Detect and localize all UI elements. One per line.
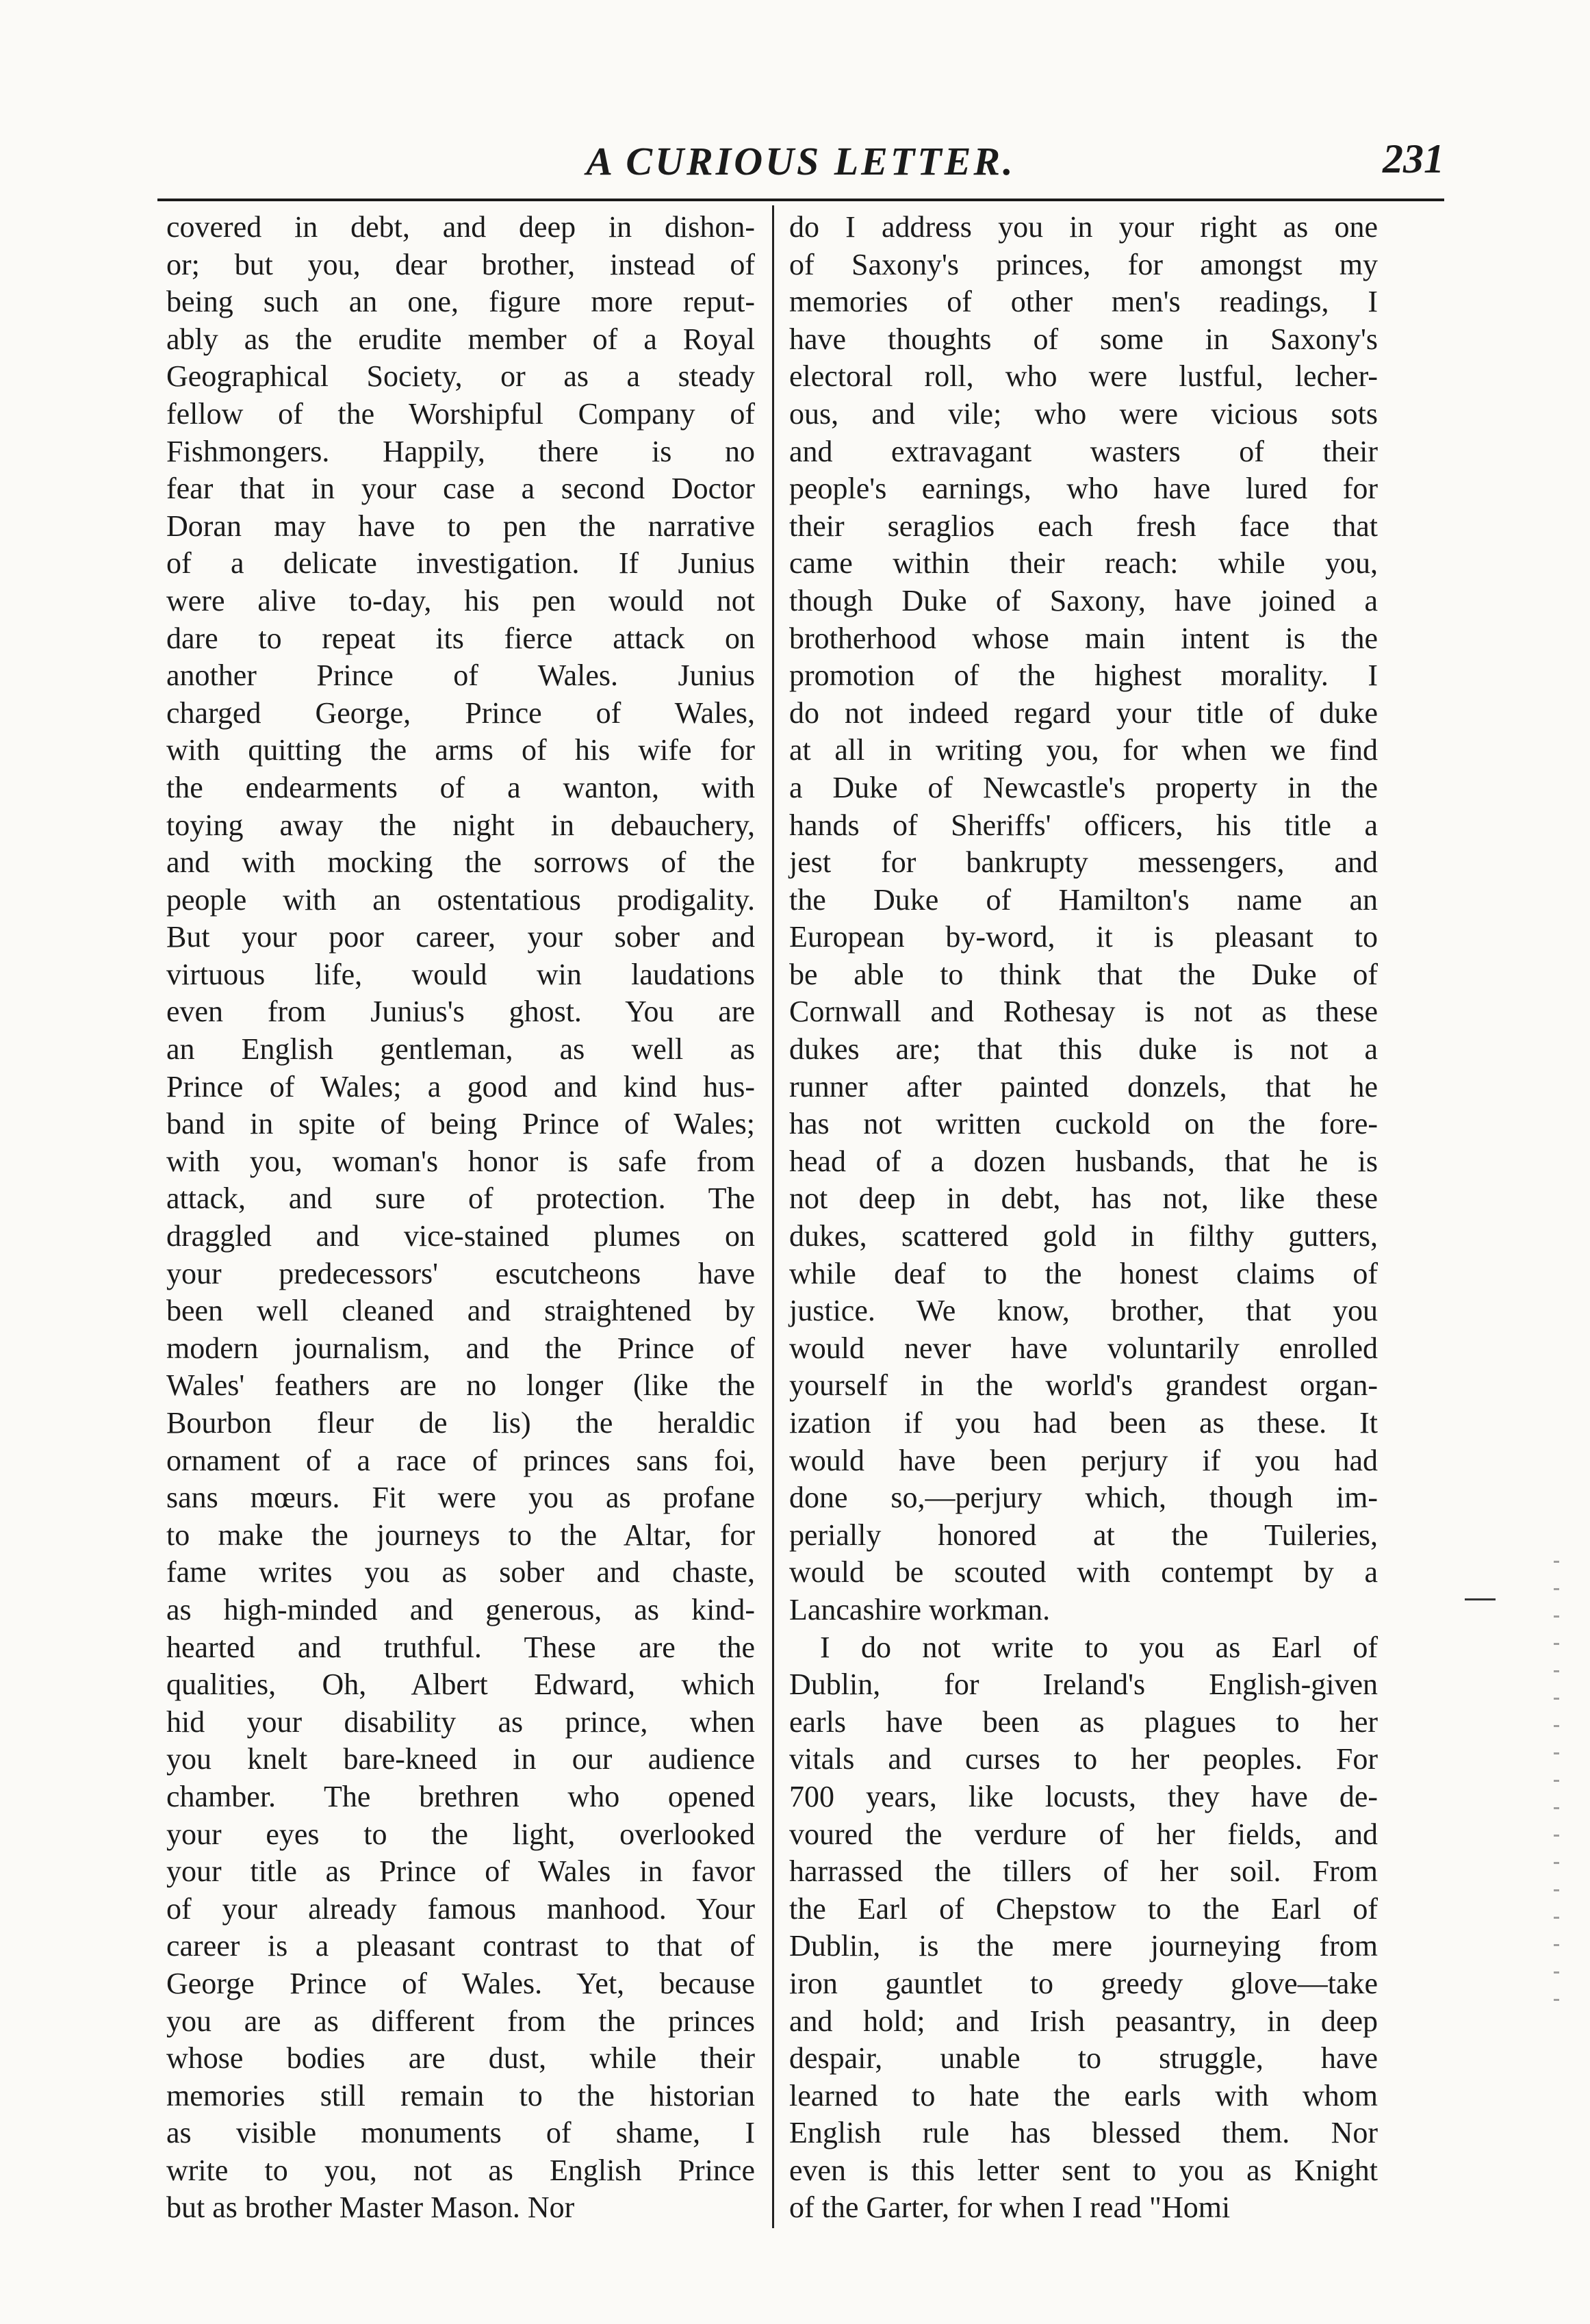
- text-line: been well cleaned and straightened by: [166, 1294, 755, 1328]
- text-line: electoral roll, who were lustful, lecher-: [789, 359, 1378, 394]
- text-line: do I address you in your right as one: [789, 210, 1378, 244]
- text-line: your predecessors' escutcheons have: [166, 1256, 755, 1290]
- text-line: modern journalism, and the Prince of: [166, 1331, 755, 1365]
- text-line: George Prince of Wales. Yet, because: [166, 1966, 755, 2000]
- text-line: your title as Prince of Wales in favor: [166, 1854, 755, 1889]
- text-line: and hold; and Irish peasantry, in deep: [789, 2004, 1378, 2038]
- text-line: promotion of the highest morality. I: [789, 659, 1378, 693]
- text-line: charged George, Prince of Wales,: [166, 695, 755, 730]
- text-line: people's earnings, who have lured for: [789, 472, 1378, 506]
- text-line: with you, woman's honor is safe from: [166, 1144, 755, 1178]
- text-line: earls have been as plagues to her: [789, 1704, 1378, 1739]
- text-line: fame writes you as sober and chaste,: [166, 1555, 755, 1589]
- text-line: learned to hate the earls with whom: [789, 2078, 1378, 2112]
- text-line: of Saxony's princes, for amongst my: [789, 247, 1378, 281]
- text-line: fellow of the Worshipful Company of: [166, 396, 755, 431]
- text-line: but as brother Master Mason. Nor: [166, 2191, 575, 2225]
- text-line: Geographical Society, or as a steady: [166, 359, 755, 394]
- text-line: harrassed the tillers of her soil. From: [789, 1854, 1378, 1889]
- text-line: Doran may have to pen the narrative: [166, 509, 755, 543]
- text-line: Fishmongers. Happily, there is no: [166, 434, 755, 468]
- header-rule: [157, 199, 1444, 201]
- text-line: despair, unable to struggle, have: [789, 2041, 1378, 2076]
- text-line: even is this letter sent to you as Knight: [789, 2153, 1378, 2187]
- text-line: the Duke of Hamilton's name an: [789, 882, 1378, 917]
- text-line: Cornwall and Rothesay is not as these: [789, 995, 1378, 1029]
- text-line: yourself in the world's grandest organ-: [789, 1368, 1378, 1403]
- text-line: would never have voluntarily enrolled: [789, 1331, 1378, 1365]
- column-divider: [772, 205, 774, 2228]
- text-line: hands of Sheriffs' officers, his title a: [789, 808, 1378, 842]
- text-line: perially honored at the Tuileries,: [789, 1518, 1378, 1552]
- text-line: European by-word, it is pleasant to: [789, 920, 1378, 954]
- text-line: ornament of a race of princes sans foi,: [166, 1443, 755, 1477]
- text-line: Dublin, is the mere journeying from: [789, 1929, 1378, 1963]
- text-line: you knelt bare-kneed in our audience: [166, 1742, 755, 1776]
- text-line: has not written cuckold on the fore-: [789, 1107, 1378, 1141]
- text-line: the Earl of Chepstow to the Earl of: [789, 1891, 1378, 1926]
- margin-specks: [1554, 1561, 1559, 2006]
- text-line: the endearments of a wanton, with: [166, 770, 755, 804]
- text-line: voured the verdure of her fields, and: [789, 1817, 1378, 1851]
- text-line: done so,—perjury which, though im-: [789, 1481, 1378, 1515]
- text-line: I do not write to you as Earl of: [820, 1630, 1378, 1664]
- text-line: jest for bankrupty messengers, and: [789, 845, 1378, 880]
- text-line: were alive to-day, his pen would not: [166, 583, 755, 617]
- text-line: dare to repeat its fierce attack on: [166, 621, 755, 655]
- text-line: iron gauntlet to greedy glove—take: [789, 1966, 1378, 2000]
- text-line: whose bodies are dust, while their: [166, 2041, 755, 2076]
- text-line: being such an one, figure more reput-: [166, 285, 755, 319]
- text-line: as visible monuments of shame, I: [166, 2116, 755, 2150]
- text-line: even from Junius's ghost. You are: [166, 995, 755, 1029]
- text-line: write to you, not as English Prince: [166, 2153, 755, 2187]
- text-line: career is a pleasant contrast to that of: [166, 1929, 755, 1963]
- text-line: have thoughts of some in Saxony's: [789, 322, 1378, 356]
- text-line: runner after painted donzels, that he: [789, 1069, 1378, 1103]
- text-line: an English gentleman, as well as: [166, 1032, 755, 1067]
- right-text-column: [789, 209, 1378, 2228]
- text-line: memories still remain to the historian: [166, 2078, 755, 2112]
- text-line: head of a dozen husbands, that he is: [789, 1144, 1378, 1178]
- text-line: fear that in your case a second Doctor: [166, 472, 755, 506]
- text-line: would have been perjury if you had: [789, 1443, 1378, 1477]
- running-title: A CURIOUS LETTER.: [586, 139, 1016, 183]
- text-line: Prince of Wales; a good and kind hus-: [166, 1069, 755, 1103]
- text-line: English rule has blessed them. Nor: [789, 2116, 1378, 2150]
- text-line: ous, and vile; who were vicious sots: [789, 396, 1378, 431]
- text-line: band in spite of being Prince of Wales;: [166, 1107, 755, 1141]
- text-line: brotherhood whose main intent is the: [789, 621, 1378, 655]
- text-line: though Duke of Saxony, have joined a: [789, 583, 1378, 617]
- text-line: would be scouted with contempt by a: [789, 1555, 1378, 1589]
- text-line: draggled and vice-stained plumes on: [166, 1219, 755, 1253]
- text-line: Wales' feathers are no longer (like the: [166, 1368, 755, 1403]
- text-line: as high-minded and generous, as kind-: [166, 1592, 755, 1626]
- text-line: toying away the night in debauchery,: [166, 808, 755, 842]
- text-line: sans mœurs. Fit were you as profane: [166, 1481, 755, 1515]
- text-line: their seraglios each fresh face that: [789, 509, 1378, 543]
- text-line: But your poor career, your sober and: [166, 920, 755, 954]
- text-line: ization if you had been as these. It: [789, 1406, 1378, 1440]
- text-line: 700 years, like locusts, they have de-: [789, 1779, 1378, 1813]
- text-line: you are as different from the princes: [166, 2004, 755, 2038]
- text-line: ably as the erudite member of a Royal: [166, 322, 755, 356]
- page-header: [157, 130, 1444, 192]
- text-line: to make the journeys to the Altar, for: [166, 1518, 755, 1552]
- text-line: or; but you, dear brother, instead of: [166, 247, 755, 281]
- text-line: another Prince of Wales. Junius: [166, 659, 755, 693]
- page-number: 231: [1383, 136, 1444, 181]
- text-line: dukes are; that this duke is not a: [789, 1032, 1378, 1067]
- text-line: of the Garter, for when I read "Homi: [789, 2191, 1231, 2225]
- text-line: vitals and curses to her peoples. For: [789, 1742, 1378, 1776]
- text-line: chamber. The brethren who opened: [166, 1779, 755, 1813]
- text-line: not deep in debt, has not, like these: [789, 1182, 1378, 1216]
- text-line: memories of other men's readings, I: [789, 285, 1378, 319]
- text-line: justice. We know, brother, that you: [789, 1294, 1378, 1328]
- text-line: and with mocking the sorrows of the: [166, 845, 755, 880]
- text-line: Bourbon fleur de lis) the heraldic: [166, 1406, 755, 1440]
- text-line: be able to think that the Duke of: [789, 957, 1378, 991]
- text-line: of a delicate investigation. If Junius: [166, 546, 755, 580]
- left-text-column: [166, 209, 755, 2228]
- text-line: qualities, Oh, Albert Edward, which: [166, 1668, 755, 1702]
- text-line: at all in writing you, for when we find: [789, 733, 1378, 767]
- text-line: covered in debt, and deep in dishon-: [166, 210, 755, 244]
- text-line: with quitting the arms of his wife for: [166, 733, 755, 767]
- text-line: while deaf to the honest claims of: [789, 1256, 1378, 1290]
- text-line: hid your disability as prince, when: [166, 1704, 755, 1739]
- text-line: virtuous life, would win laudations: [166, 957, 755, 991]
- text-line: attack, and sure of protection. The: [166, 1182, 755, 1216]
- text-line: a Duke of Newcastle's property in the: [789, 770, 1378, 804]
- text-line: hearted and truthful. These are the: [166, 1630, 755, 1664]
- text-line: people with an ostentatious prodigality.: [166, 882, 755, 917]
- text-line: and extravagant wasters of their: [789, 434, 1378, 468]
- text-line: Dublin, for Ireland's English-given: [789, 1668, 1378, 1702]
- text-line: dukes, scattered gold in filthy gutters,: [789, 1219, 1378, 1253]
- text-line: Lancashire workman.: [789, 1592, 1051, 1626]
- text-line: came within their reach: while you,: [789, 546, 1378, 580]
- text-line: your eyes to the light, overlooked: [166, 1817, 755, 1851]
- text-line: do not indeed regard your title of duke: [789, 695, 1378, 730]
- text-line: of your already famous manhood. Your: [166, 1891, 755, 1926]
- margin-dash-mark: [1465, 1598, 1496, 1600]
